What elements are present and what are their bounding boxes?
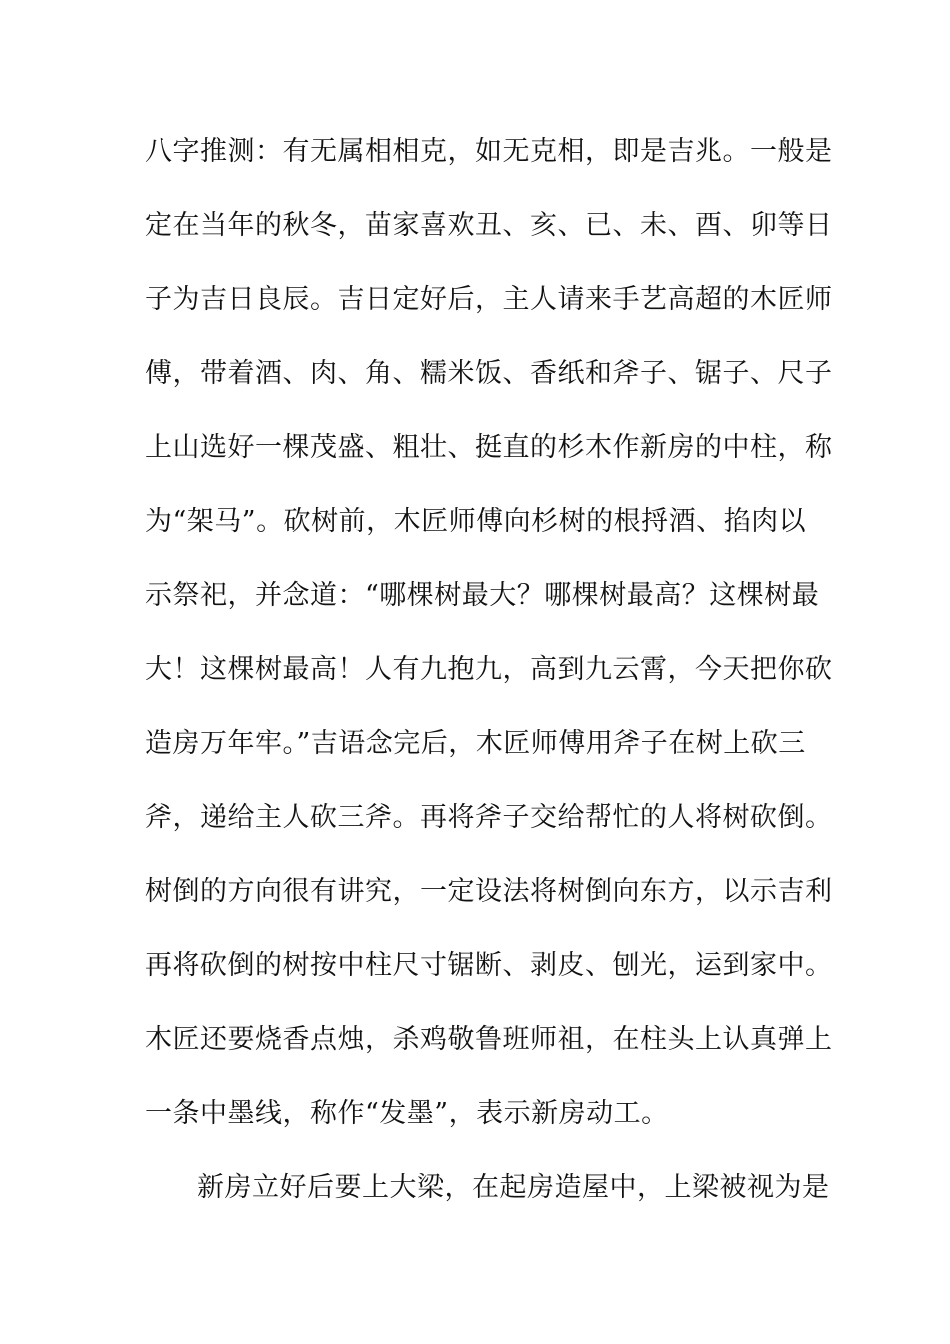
text-line: 示祭祀，并念道：“哪棵树最大？哪棵树最高？这棵树最 [145, 580, 820, 611]
text-line: 子为吉日良辰。吉日定好后，主人请来手艺高超的木匠师 [145, 284, 833, 315]
text-line: 大！这棵树最高！人有九抱九，高到九云霄，今天把你砍 [145, 654, 833, 685]
text-line: 定在当年的秋冬，苗家喜欢丑、亥、已、未、酉、卯等日 [145, 210, 833, 241]
text-line: 一条中墨线，称作“发墨”，表示新房动工。 [145, 1098, 669, 1129]
paragraph-start-line: 新房立好后要上大梁，在起房造屋中，上梁被视为是 [197, 1172, 830, 1203]
text-line: 斧，递给主人砍三斧。再将斧子交给帮忙的人将树砍倒。 [145, 802, 833, 833]
text-line: 再将砍倒的树按中柱尺寸锯断、剥皮、刨光，运到家中。 [145, 950, 833, 981]
text-line: 八字推测：有无属相相克，如无克相，即是吉兆。一般是 [145, 136, 833, 167]
body-text [145, 130, 833, 1240]
text-line: 木匠还要烧香点烛，杀鸡敬鲁班师祖，在柱头上认真弹上 [145, 1024, 833, 1055]
text-line: 造房万年牢。”吉语念完后，木匠师傅用斧子在树上砍三 [145, 728, 806, 759]
text-line: 上山选好一棵茂盛、粗壮、挺直的杉木作新房的中柱，称 [145, 432, 833, 463]
text-line: 为“架马”。砍树前，木匠师傅向杉树的根捋酒、掐肉以 [145, 506, 807, 537]
text-line: 树倒的方向很有讲究，一定设法将树倒向东方，以示吉利 [145, 876, 833, 907]
text-line: 傅，带着酒、肉、角、糯米饭、香纸和斧子、锯子、尺子 [145, 358, 833, 389]
